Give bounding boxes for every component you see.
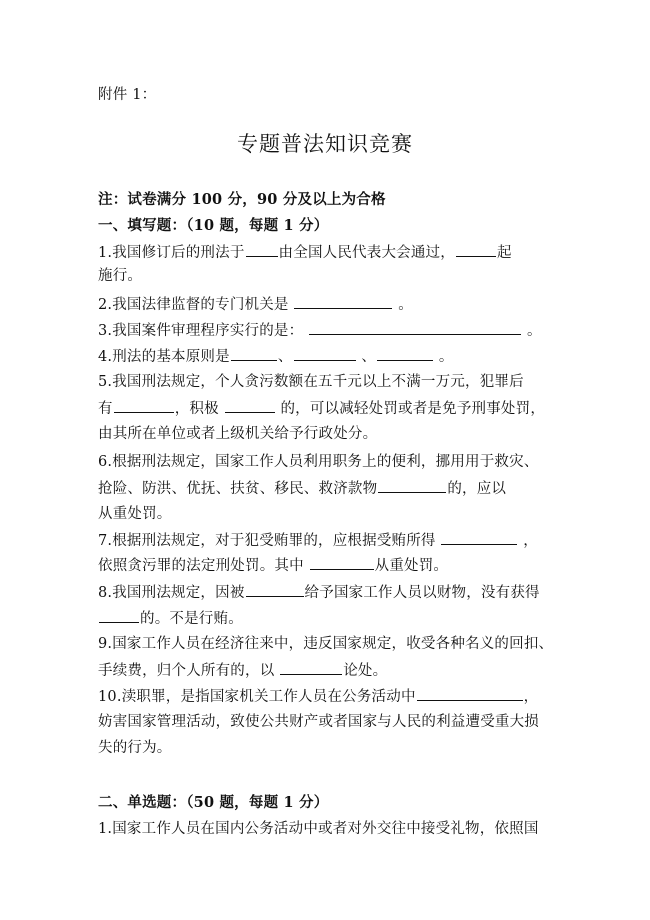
question-1-line-2: 施行。 (98, 268, 143, 284)
question-4 (98, 346, 454, 367)
q8-text-b: 给予国家工作人员以财物，没有获得 (304, 585, 540, 601)
question-3 (98, 320, 542, 341)
section2-question-1-line-1: 1.国家工作人员在国内公务活动中或者对外交往中接受礼物，依照国 (98, 821, 539, 837)
q9-text-b: 手续费，归个人所有的，以 (98, 663, 275, 679)
section1-heading: 一、填写题：（10 题，每题 1 分） (98, 217, 329, 234)
q1-blank-1[interactable] (246, 242, 278, 257)
q1-text-c: 起 (496, 245, 512, 261)
q2-blank-1[interactable] (294, 294, 392, 309)
q7-text-d: 从重处罚。 (374, 558, 449, 574)
q4-sep-1: 、 (277, 349, 293, 365)
q6-text-c: 的，应以 (447, 481, 507, 497)
question-9-line-2 (98, 660, 387, 681)
question-5-line-3: 由其所在单位或者上级机关给予行政处分。 (98, 426, 378, 442)
question-7-line-2 (98, 555, 448, 576)
page-title: 专题普法知识竞赛 (237, 132, 413, 156)
question-5-line-2 (98, 398, 545, 419)
q8-text-a: 8.我国刑法规定，因被 (98, 585, 245, 601)
question-2 (98, 294, 413, 315)
q2-text-a: 2.我国法律监督的专门机关是 (98, 297, 289, 313)
q4-blank-1[interactable] (231, 346, 277, 361)
question-8-line-2 (98, 608, 243, 629)
q7-text-b: ， (523, 533, 538, 549)
q9-text-c: 论处。 (343, 663, 388, 679)
question-10-line-3: 失的行为。 (98, 740, 172, 756)
q4-end: 。 (438, 349, 454, 365)
exam-note: 注：试卷满分 100 分，90 分及以上为合格 (98, 191, 386, 208)
question-10-line-2: 妨害国家管理活动，致使公共财产或者国家与人民的利益遭受重大损 (98, 714, 539, 730)
q8-blank-1[interactable] (246, 582, 304, 597)
question-6-line-1: 6.根据刑法规定，国家工作人员利用职务上的便利，挪用用于救灾、 (98, 454, 539, 470)
q4-text-a: 4.刑法的基本原则是 (98, 349, 230, 365)
q3-blank-1[interactable] (309, 320, 521, 335)
attachment-label: 附件 1： (98, 87, 157, 103)
q5-blank-1[interactable] (114, 398, 174, 413)
question-10-line-1 (98, 686, 538, 707)
q7-text-c: 依照贪污罪的法定刑处罚。其中 (98, 558, 304, 574)
q2-text-b: 。 (398, 297, 413, 313)
q5-blank-2[interactable] (225, 398, 275, 413)
q10-blank-1[interactable] (417, 686, 523, 701)
q8-text-c: 的。不是行贿。 (140, 611, 243, 627)
q7-text-a: 7.根据刑法规定，对于犯受贿罪的，应根据受贿所得 (98, 533, 436, 549)
q3-text-a: 3.我国案件审理程序实行的是： (98, 323, 304, 339)
question-7-line-1 (98, 530, 538, 551)
q4-blank-3[interactable] (377, 346, 433, 361)
q4-blank-2[interactable] (294, 346, 356, 361)
q5-text-d: 的，可以减轻处罚或者是免予刑事处罚， (280, 401, 546, 417)
q1-blank-2[interactable] (456, 242, 496, 257)
q6-blank-1[interactable] (378, 478, 446, 493)
q5-text-c: ，积极 (174, 401, 219, 417)
q5-text-b: 有 (98, 401, 113, 417)
q4-sep-2: 、 (361, 349, 377, 365)
q7-blank-2[interactable] (310, 555, 374, 570)
q10-text-b: ， (523, 689, 539, 705)
q3-text-b: 。 (526, 323, 542, 339)
q1-text-a: 1.我国修订后的刑法于 (98, 245, 245, 261)
q10-text-a: 10.渎职罪，是指国家机关工作人员在公务活动中 (98, 689, 416, 705)
q6-text-b: 抢险、防洪、优抚、扶贫、移民、救济款物 (98, 481, 378, 497)
question-6-line-2 (98, 478, 506, 499)
question-9-line-1: 9.国家工作人员在经济往来中，违反国家规定，收受各种名义的回扣、 (98, 636, 554, 652)
q7-blank-1[interactable] (441, 530, 517, 545)
question-6-line-3: 从重处罚。 (98, 506, 172, 522)
question-8-line-1 (98, 582, 540, 603)
question-1-line-1 (98, 242, 512, 263)
q1-text-b: 由全国人民代表大会通过， (278, 245, 455, 261)
section2-heading: 二、单选题：（50 题，每题 1 分） (98, 794, 329, 811)
q8-blank-2[interactable] (99, 608, 139, 623)
q9-blank-1[interactable] (280, 660, 342, 675)
question-5-line-1: 5.我国刑法规定，个人贪污数额在五千元以上不满一万元，犯罪后 (98, 374, 524, 390)
